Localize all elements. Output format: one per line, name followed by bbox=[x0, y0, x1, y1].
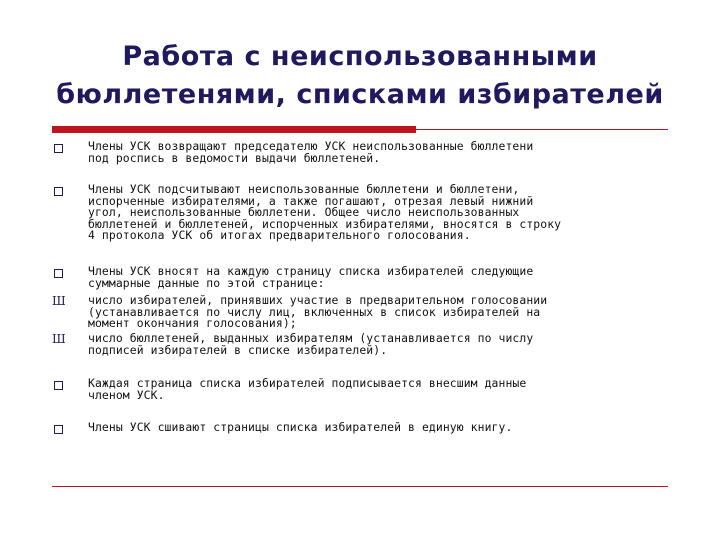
square-bullet-icon bbox=[54, 144, 63, 153]
slide-title-line-2: бюллетенями, списками избирателей bbox=[56, 79, 664, 110]
list-item-text: Члены УСК вносят на каждую страницу списка избирателей следующие суммарные данные по этой странице: bbox=[88, 264, 534, 290]
wingding-bullet-icon: Ш bbox=[52, 332, 66, 346]
list-item-text: Каждая страница списка избирателей подписывается внесшим данные членом УСК. bbox=[88, 376, 527, 402]
list-item-text: число избирателей, принявших участие в предварительном голосовании (устанавливается по числу лиц, включенных в список избирателей на момент окончания голосования); bbox=[88, 293, 548, 331]
square-bullet-icon bbox=[54, 187, 63, 196]
list-item-text: Члены УСК сшивают страницы списка избирателей в единую книгу. bbox=[88, 420, 513, 434]
square-bullet-icon bbox=[54, 425, 63, 434]
wingding-bullet-icon: Ш bbox=[52, 294, 66, 308]
square-bullet-icon bbox=[54, 269, 63, 278]
slide-title-line-1: Работа с неиспользованными bbox=[122, 41, 598, 72]
square-bullet-icon bbox=[54, 381, 63, 390]
list-item-text: Члены УСК возвращают председателю УСК неиспользованные бюллетени под роспись в ведомости выдачи бюллетеней. bbox=[88, 139, 534, 165]
list-item-text: Члены УСК подсчитывают неиспользованные бюллетени и бюллетени, испорченные избирателями, а также погашают, отрезая левый нижний угол, неиспользованные бюллетени. Общее число неиспользованных бюллетеней и бюллетеней, испорченных избирателями, вносятся в строку 4 протокола УСК об итогах предварительного голосования. bbox=[88, 182, 562, 243]
list-item-text: число бюллетеней, выданных избирателям (устанавливается по числу подписей избирателей в списке избирателей). bbox=[88, 331, 534, 357]
bottom-divider bbox=[52, 486, 668, 487]
